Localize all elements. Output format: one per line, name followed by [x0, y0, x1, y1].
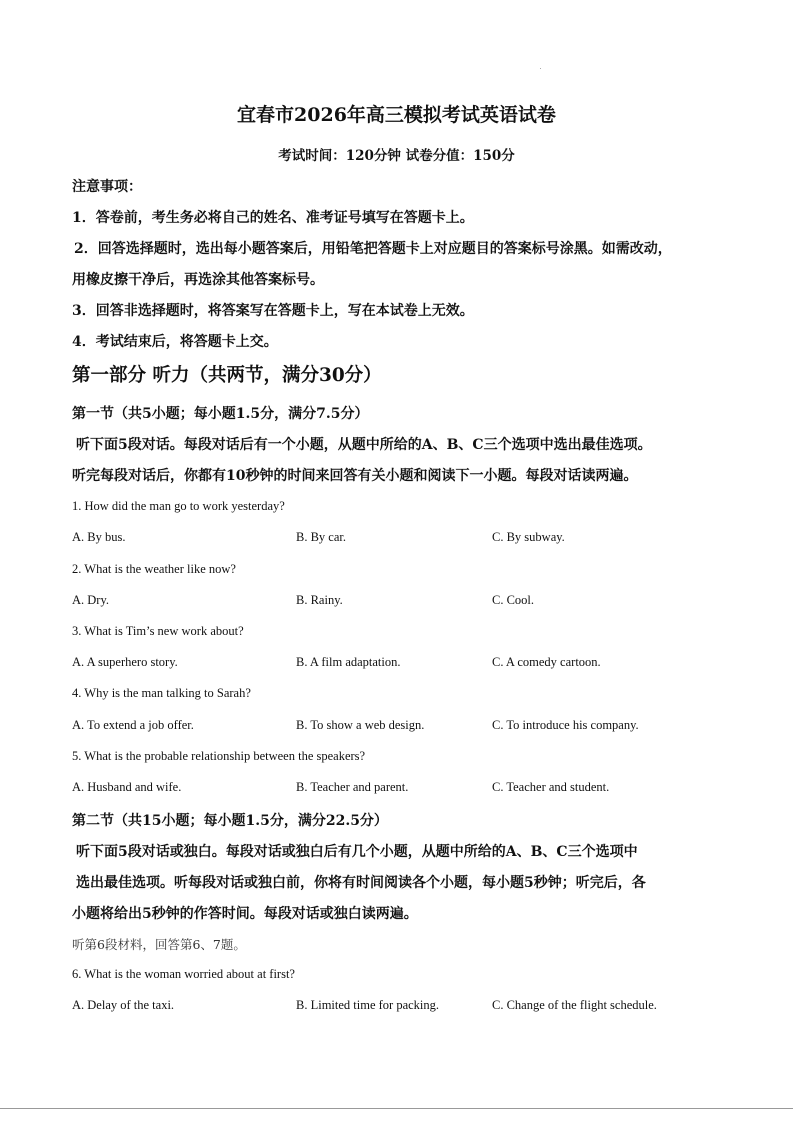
option-a: A. Delay of the taxi.: [72, 998, 175, 1012]
question-stem: 4. Why is the man talking to Sarah?: [72, 686, 251, 700]
option-a: A. By bus.: [72, 530, 126, 544]
section-two-instruction: 听下面5段对话或独白。每段对话或独白后有几个小题，从题中所给的A、B、C三个选项中: [76, 844, 638, 860]
option-c: C. To introduce his company.: [492, 718, 639, 732]
option-b: B. By car.: [296, 530, 346, 544]
section-one-instruction: 听完每段对话后，你都有10秒钟的时间来回答有关小题和阅读下一小题。每段对话读两遍。: [72, 468, 638, 484]
scan-speck: [540, 68, 541, 69]
question-stem: 1. How did the man go to work yesterday?: [72, 499, 285, 513]
option-b: B. Teacher and parent.: [296, 780, 409, 794]
question-stem: 3. What is Tim’s new work about?: [72, 624, 244, 638]
option-a: A. Dry.: [72, 593, 110, 607]
notice-item: 1．答卷前，考生务必将自己的姓名、准考证号填写在答题卡上。: [72, 210, 474, 226]
option-c: C. Teacher and student.: [492, 780, 610, 794]
option-b: B. A film adaptation.: [296, 655, 401, 669]
section-two-instruction: 小题将给出5秒钟的作答时间。每段对话或独白读两遍。: [72, 906, 418, 922]
part-one-title: 第一部分 听力（共两节，满分30分）: [72, 365, 382, 386]
section-one-instruction: 听下面5段对话。每段对话后有一个小题，从题中所给的A、B、C三个选项中选出最佳选项。: [76, 437, 652, 453]
option-a: A. A superhero story.: [72, 655, 178, 669]
question-stem: 5. What is the probable relationship between the speakers?: [72, 749, 366, 763]
option-b: B. Limited time for packing.: [296, 998, 440, 1012]
page-bottom-rule: [0, 1108, 793, 1109]
question-stem: 2. What is the weather like now?: [72, 562, 236, 576]
option-a: A. To extend a job offer.: [72, 718, 194, 732]
option-c: C. A comedy cartoon.: [492, 655, 601, 669]
notice-item: 2．回答选择题时，选出每小题答案后，用铅笔把答题卡上对应题目的答案标号涂黑。如需改动，: [74, 241, 672, 257]
option-c: C. By subway.: [492, 530, 565, 544]
section-one-title: 第一节（共5小题；每小题1.5分，满分7.5分）: [72, 406, 369, 422]
question-stem: 6. What is the woman worried about at first?: [72, 967, 295, 981]
exam-info: 考试时间：120分钟 试卷分值：150分: [278, 148, 515, 164]
section-two-instruction: 选出最佳选项。听每段对话或独白前，你将有时间阅读各个小题，每小题5秒钟；听完后，各: [76, 875, 646, 891]
option-b: B. Rainy.: [296, 593, 343, 607]
material-note: 听第6段材料，回答第6、7题。: [72, 937, 246, 952]
notice-item: 用橡皮擦干净后，再选涂其他答案标号。: [72, 272, 324, 288]
option-c: C. Cool.: [492, 593, 535, 607]
section-two-title: 第二节（共15小题；每小题1.5分，满分22.5分）: [72, 813, 388, 829]
notice-heading: 注意事项：: [72, 179, 142, 195]
notice-item: 3．回答非选择题时，将答案写在答题卡上，写在本试卷上无效。: [72, 303, 474, 319]
option-c: C. Change of the flight schedule.: [492, 998, 657, 1012]
option-a: A. Husband and wife.: [72, 780, 182, 794]
option-b: B. To show a web design.: [296, 718, 425, 732]
notice-item: 4．考试结束后，将答题卡上交。: [72, 334, 278, 350]
page-title: 宜春市2026年高三模拟考试英语试卷: [237, 104, 556, 126]
